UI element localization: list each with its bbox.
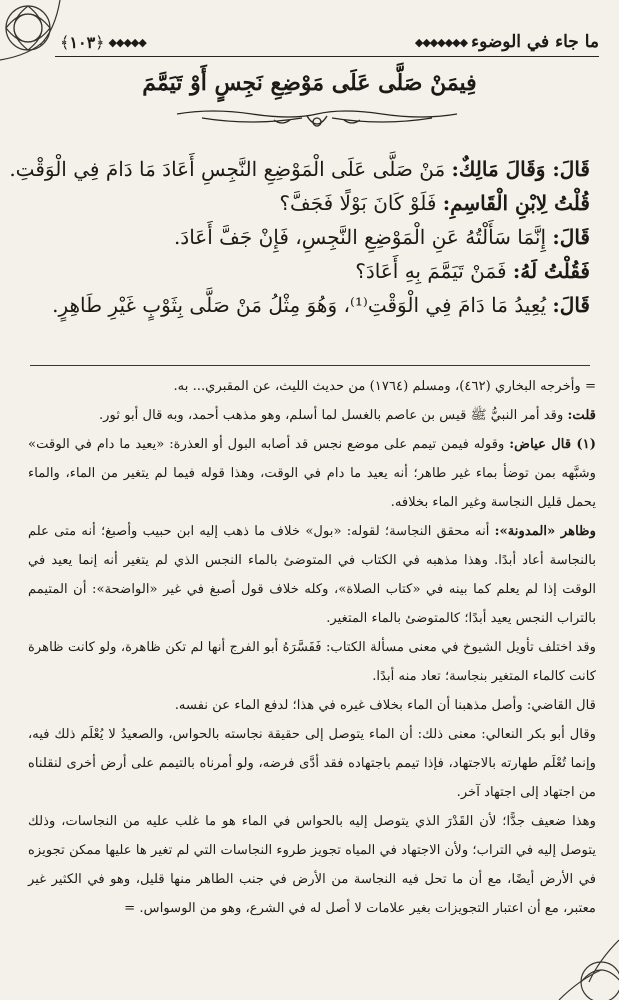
line-text: إِنَّمَا سَأَلْتُهُ عَنِ الْمَوْضِعِ النَّجِسِ، فَإِنْ جَفَّ أَعَادَ.	[173, 225, 553, 249]
speaker-label: قَالَ: وَقَالَ مَالِكٌ:	[451, 157, 590, 181]
footnote-paragraph	[28, 807, 596, 923]
footnote-text: وقد أمر النبيُّ ﷺ قيس بن عاصم بالغسل لما أسلم، وهو مذهب أحمد، وبه قال أبو ثور.	[98, 408, 568, 423]
line-text: مَنْ صَلَّى عَلَى الْمَوْضِعِ النَّجِسِ أَعَادَ مَا دَامَ فِي الْوَقْتِ.	[9, 157, 452, 181]
main-line	[9, 152, 590, 186]
main-line	[130, 220, 590, 254]
page-number-bracket	[60, 33, 105, 52]
footnote-text: قال القاضي: وأصل مذهبنا أن الماء بخلاف غيره في هذا؛ لدفع الماء عن نفسه.	[174, 698, 596, 713]
footnote-paragraph	[28, 633, 596, 691]
bracket-right-icon: ﴿	[95, 32, 105, 52]
footnote-paragraph	[28, 401, 596, 430]
footnote-text: وقوله فيمن تيمم على موضع نجس قد أصابه البول أو العذرة: «يعيد ما دام في الوقت» وشبَّهه بمن توضأ بماء غير طاهر؛ أنه يعيد ما دام في الوقت، وهذا قوله فيما لم يتغير من الماء، والماء يحمل قليل النجاسة وغير الماء بخلافه.	[28, 437, 596, 510]
main-line	[130, 254, 590, 288]
main-line	[52, 288, 590, 322]
speaker-label: قُلْتُ لِابْنِ الْقَاسِمِ:	[442, 191, 590, 215]
footnote-paragraph	[28, 720, 596, 807]
diamond-ornament-icon: ◆◆◆◆◆◆◆	[414, 35, 468, 49]
footnote-paragraph	[28, 372, 596, 401]
main-text	[9, 152, 590, 322]
speaker-label: فَقُلْتُ لَهُ:	[512, 259, 590, 283]
footnote-text: أنه محقق النجاسة؛ لقوله: «بول» خلاف ما ذهب إليه ابن حبيب وأصبغ؛ أنه متى علم بالنجاسة أعاد أبدًا. وهذا مذهبه في الكتاب في المتوضئ بالماء النجس الذي لم يتغير أنه إنما يعيد في الوقت إذا لم يعلم كما بينه في «كتاب الصلاة»، وكله خلاف قول أصبغ في غير «الواضحة»: أن المتيمم بالتراب النجس يعيد أبدًا؛ كالمتوضئ بالماء المتغير.	[28, 524, 596, 626]
title-flourish-icon	[172, 106, 462, 134]
footnote-paragraph	[28, 517, 596, 633]
footnote-text: وهذا ضعيف جدًّا؛ لأن القَدْرَ الذي يتوصل إليه بالحواس في الماء هو ما غلب عليه من النجاسات، وذلك يتوصل إليه في التراب؛ ولأن الاجتهاد في المياه تجويز طروء النجاسات التي لم تغير ها عليها ممكن تجويزه في الأرض أيضًا، مع أن ما تحل فيه النجاسة من الأرض في جنب الطاهر منها قليل، وهو في الكثير غير معتبر، مع أن اعتبار التجويزات بغير علامات لا أصل له في الشرع، وهو من الوسواس. =	[28, 814, 596, 916]
line-text: يُعِيدُ مَا دَامَ فِي الْوَقْتِ⁽¹⁾، وَهُوَ مِثْلُ مَنْ صَلَّى بِثَوْبٍ غَيْرِ طَاهِرٍ.	[52, 293, 553, 317]
footnote-paragraph	[28, 691, 596, 720]
main-line	[130, 186, 590, 220]
footnote-lead: (١) قال عياض:	[509, 437, 596, 452]
running-title: ما جاء في الوضوء	[471, 32, 599, 52]
corner-ornament-icon	[549, 930, 619, 1000]
footnote-text: وقال أبو بكر النعالي: معنى ذلك: أن الماء يتوصل إلى حقيقة نجاسته بالحواس، والصعيدُ لا يُعْلَم ذلك فيه، وإنما تُعْلَم طهارته بالاجتهاد، فإذا تيمم باجتهاده فقد أدَّى فرضه، ولو أمرناه بالتيمم على أرض أخرى لنقلناه من اجتهاد إلى اجتهاد آخر.	[28, 727, 596, 800]
running-header	[60, 28, 599, 56]
line-text: فَلَوْ كَانَ بَوْلًا فَجَفَّ؟	[279, 191, 443, 215]
footnote-lead: قلت:	[567, 408, 596, 423]
header-rule	[55, 56, 599, 57]
section-title: فِيمَنْ صَلَّى عَلَى مَوْضِعِ نَجِسٍ أَوْ تَيَمَّمَ	[142, 70, 477, 96]
diamond-ornament-icon: ◆◆◆◆◆	[108, 35, 146, 49]
header-page-group	[60, 33, 146, 52]
speaker-label: قَالَ:	[552, 225, 590, 249]
speaker-label: قَالَ:	[552, 293, 590, 317]
header-title-group	[415, 32, 599, 52]
footnotes	[28, 372, 596, 923]
footnote-lead: وظاهر «المدونة»:	[494, 524, 596, 539]
footnote-text: = وأخرجه البخاري (٤٦٢)، ومسلم (١٧٦٤) من حديث الليث، عن المقبري... به.	[173, 379, 596, 394]
bracket-left-icon: ﴾	[60, 32, 70, 52]
line-text: فَمَنْ تَيَمَّمَ بِهِ أَعَادَ؟	[355, 259, 513, 283]
page-number: ١٠٣	[69, 32, 96, 52]
footnote-paragraph	[28, 430, 596, 517]
footnote-divider	[30, 365, 590, 366]
footnote-text: وقد اختلف تأويل الشيوخ في معنى مسألة الكتاب: فَفَسَّرَهُ أبو الفرج أنها لم تكن ظاهرة، ولو كانت ظاهرة كانت كالماء المتغير بنجاسة؛ تعاد منه أبدًا.	[28, 640, 596, 684]
